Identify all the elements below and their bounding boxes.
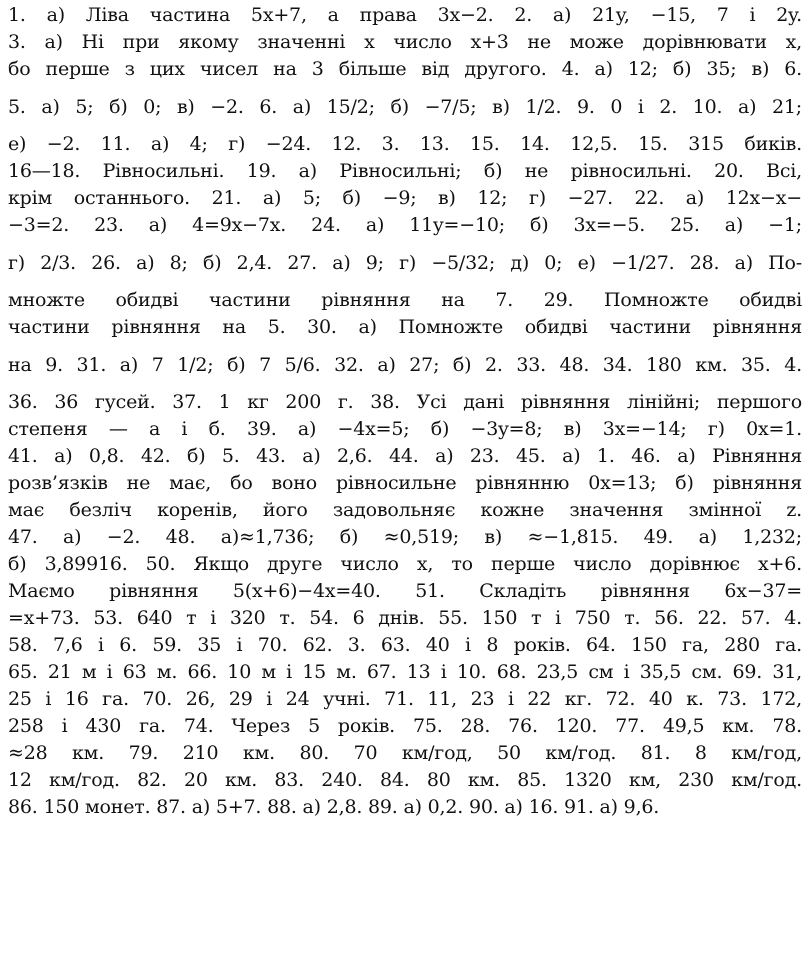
- text-line: має безліч коренів, його задовольняє кожне значення змінної z.: [8, 499, 802, 521]
- text-line: 47. а) −2. 48. а)≈1,736; б) ≈0,519; в) ≈−1,815. 49. а) 1,232;: [8, 526, 802, 548]
- text-line: 86. 150 монет. 87. а) 5+7. 88. а) 2,8. 89. а) 0,2. 90. а) 16. 91. а) 9,6.: [8, 796, 660, 818]
- text-line: розв’язків не має, бо воно рівносильне рівнянню 0x=13; б) рівняння: [8, 472, 802, 494]
- text-line: 25 і 16 га. 70. 26, 29 і 24 учні. 71. 11, 23 і 22 кг. 72. 40 к. 73. 172,: [8, 688, 802, 710]
- text-line: крім останнього. 21. а) 5; б) −9; в) 12; г) −27. 22. а) 12x−x−: [8, 187, 802, 209]
- text-line: ≈28 км. 79. 210 км. 80. 70 км/год, 50 км/год. 81. 8 км/год,: [8, 742, 802, 764]
- text-line: бо перше з цих чисел на 3 більше від другого. 4. а) 12; б) 35; в) 6.: [8, 58, 802, 80]
- text-line: 41. а) 0,8. 42. б) 5. 43. а) 2,6. 44. а) 23. 45. а) 1. 46. а) Рівняння: [8, 445, 802, 467]
- text-line: 16—18. Рівносильні. 19. а) Рівносильні; б) не рівносильні. 20. Всі,: [8, 160, 802, 182]
- text-line: −3=2. 23. а) 4=9x−7x. 24. а) 11y=−10; б) 3x=−5. 25. а) −1;: [8, 214, 802, 236]
- text-line: =x+73. 53. 640 т і 320 т. 54. 6 днів. 55. 150 т і 750 т. 56. 22. 57. 4.: [8, 607, 802, 629]
- text-line: Маємо рівняння 5(x+6)−4x=40. 51. Складіть рівняння 6x−37=: [8, 580, 802, 602]
- text-line: 258 і 430 га. 74. Через 5 років. 75. 28. 76. 120. 77. 49,5 км. 78.: [8, 715, 802, 737]
- text-line: частини рівняння на 5. 30. а) Помножте обидві частини рівняння: [8, 316, 802, 338]
- text-line: 65. 21 м і 63 м. 66. 10 м і 15 м. 67. 13 і 10. 68. 23,5 см і 35,5 см. 69. 31,: [8, 661, 802, 683]
- text-line: на 9. 31. а) 7 1/2; б) 7 5/6. 32. а) 27; б) 2. 33. 48. 34. 180 км. 35. 4.: [8, 354, 802, 376]
- text-line: е) −2. 11. а) 4; г) −24. 12. 3. 13. 15. 14. 12,5. 15. 315 биків.: [8, 133, 802, 155]
- text-line: 12 км/год. 82. 20 км. 83. 240. 84. 80 км. 85. 1320 км, 230 км/год.: [8, 769, 802, 791]
- text-line: степеня — а і б. 39. а) −4x=5; б) −3y=8; в) 3x=−14; г) 0x=1.: [8, 418, 802, 440]
- text-line: 36. 36 гусей. 37. 1 кг 200 г. 38. Усі дані рівняння лінійні; першого: [8, 391, 802, 413]
- text-line: множте обидві частини рівняння на 7. 29. Помножте обидві: [8, 289, 802, 311]
- text-line: 5. а) 5; б) 0; в) −2. 6. а) 15/2; б) −7/5; в) 1/2. 9. 0 і 2. 10. а) 21;: [8, 96, 802, 118]
- text-line: б) 3,89916. 50. Якщо друге число x, то перше число дорівнює x+6.: [8, 553, 802, 575]
- text-line: 3. а) Ні при якому значенні x число x+3 не може дорівнювати x,: [8, 31, 802, 53]
- text-line: 1. а) Ліва частина 5x+7, а права 3x−2. 2. а) 21y, −15, 7 і 2y.: [8, 4, 802, 26]
- text-line: 58. 7,6 і 6. 59. 35 і 70. 62. 3. 63. 40 і 8 років. 64. 150 га, 280 га.: [8, 634, 802, 656]
- text-line: г) 2/3. 26. а) 8; б) 2,4. 27. а) 9; г) −5/32; д) 0; е) −1/27. 28. а) По-: [8, 252, 802, 274]
